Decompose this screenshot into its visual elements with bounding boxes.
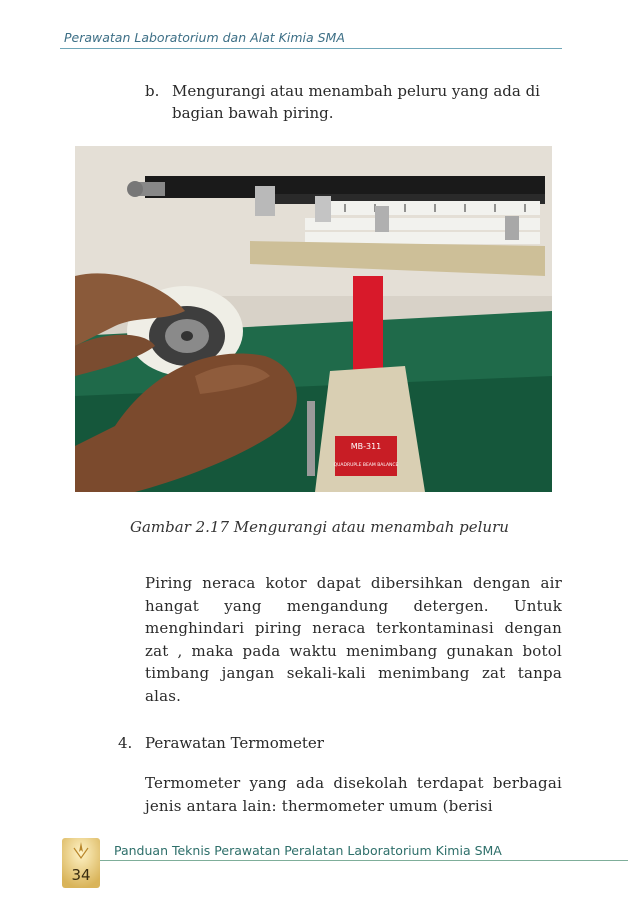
body-paragraph-1: Piring neraca kotor dapat dibersihkan dengan air hangat yang mengandung detergen. Untuk menghindari piring neraca terkontaminasi dengan zat , maka pada waktu menimbang gunakan botol timbang jangan sekali-kali menimbang zat tanpa alas. [145, 574, 562, 705]
list-marker: b. [145, 82, 160, 100]
section-number: 4. [118, 734, 133, 752]
list-item-b [145, 80, 565, 124]
balance-label-model: MB-311 [350, 442, 382, 451]
running-header: Perawatan Laboratorium dan Alat Kimia SMA [64, 30, 345, 45]
page-number: 34 [71, 866, 91, 884]
header-rule [60, 48, 562, 49]
footer-text: Panduan Teknis Perawatan Peralatan Laboratorium Kimia SMA [114, 843, 502, 858]
body-paragraph-2: Termometer yang ada disekolah terdapat berbagai jenis antara lain: thermometer umum (berisi [145, 774, 562, 815]
section-heading [118, 734, 324, 752]
footer-rule [100, 860, 628, 861]
figure-photo [75, 146, 552, 492]
list-item-text: Mengurangi atau menambah peluru yang ada di bagian bawah piring. [172, 82, 540, 122]
balance-photo-illustration [75, 146, 552, 492]
balance-label-name: QUADRUPLE BEAM BALANCE [333, 463, 399, 468]
section-title: Perawatan Termometer [145, 734, 324, 752]
figure-caption: Gambar 2.17 Mengurangi atau menambah peluru [130, 518, 509, 536]
